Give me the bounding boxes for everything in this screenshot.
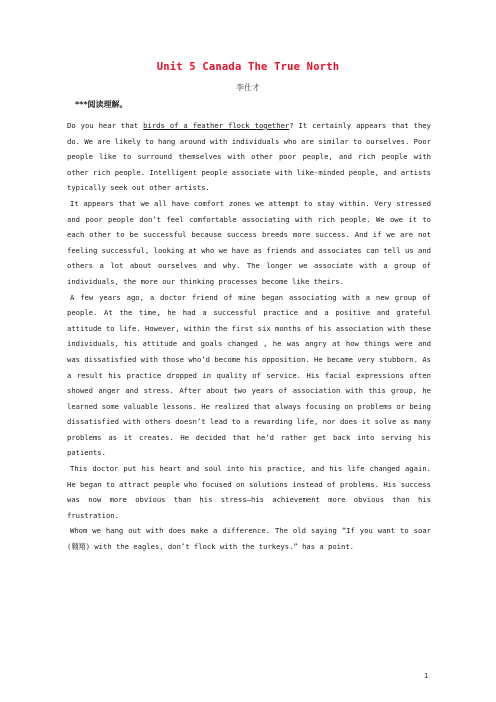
section-heading: ***阅读理解。 [75, 100, 128, 109]
paragraph-2: It appears that we all have comfort zones we attempt to stay within. Very stressed and poor people don’t feel comfortable associating with rich people. We owe it to each other to be successful because success breeds more success. And if we are not feeling successful, looking at who we have as friends and associates can tell us and others a lot about ourselves and why. The longer we associate with a group of individuals, the more our thinking processes become like theirs. [67, 198, 431, 286]
page-number: 1 [424, 672, 429, 680]
author-name: 李仕才 [236, 83, 260, 92]
passage-body [67, 118, 431, 555]
paragraph-5: Whom we hang out with does make a difference. The old saying “If you want to soar (翱翔) with the eagles, don’t flock with the turkeys.” has a point. [67, 526, 431, 552]
paragraph-1-rest: ? It certainly appears that they do. We are likely to hang around with individuals who are similar to ourselves. Poor people like to surround themselves with other poor people, and rich people with other rich people. Intelligent people associate with like-minded people, and artists typically seek out other artists. [67, 121, 431, 193]
paragraph-3: A few years ago, a doctor friend of mine began associating with a new group of people. At the time, he had a successful practice and a positive and grateful attitude to life. However, within the first six months of his association with these individuals, his attitude and goals changed , he was angry at how things were and was dissatisfied with those who’d become his opposition. He became very stubborn. As a result his practice dropped in quality of service. His facial expressions often showed anger and stress. After about two years of association with this group, he learned some valuable lessons. He realized that always focusing on problems or being dissatisfied with others doesn’t lead to a rewarding life, nor does it solve as many problems as it creates. He decided that he’d rather get back into serving his patients. [67, 292, 431, 458]
paragraph-1-lead: Do you hear that [67, 121, 144, 130]
underlined-phrase: birds of a feather flock together [143, 121, 290, 130]
paragraph-1 [67, 118, 431, 196]
document-title: Unit 5 Canada The True North [156, 61, 340, 73]
paragraph-4: This doctor put his heart and soul into his practice, and his life changed again. He began to attract people who focused on solutions instead of problems. His success was now more obvious than his stress—his achievement more obvious than his frustration. [67, 464, 431, 520]
